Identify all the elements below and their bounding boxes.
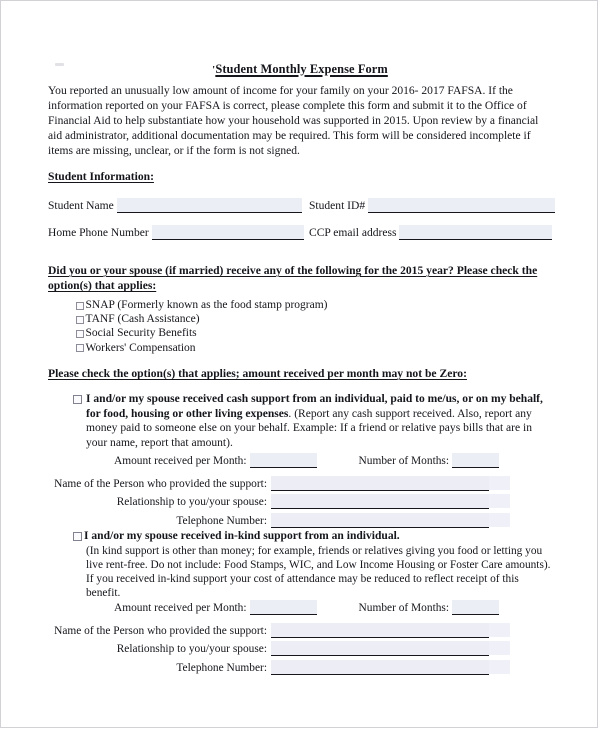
cash-support-amount-label: Amount received per Month: <box>114 455 247 467</box>
benefits-question-text: Did you or your spouse (if married) receive any of the following for the 2015 year? Please check the option(s) that applies: <box>48 264 538 293</box>
checkbox-social-security-icon[interactable] <box>76 330 84 338</box>
in-kind-support-block <box>73 529 555 601</box>
in-kind-support-amount-input[interactable] <box>250 600 317 615</box>
cash-support-relationship-label: Relationship to you/your spouse: <box>116 496 267 509</box>
field-row-student-name <box>48 198 302 213</box>
in-kind-support-months-input[interactable] <box>452 600 499 615</box>
checkbox-tanf-icon[interactable] <box>76 316 84 324</box>
student-name-input[interactable] <box>117 198 302 213</box>
in-kind-support-telephone-label: Telephone Number: <box>176 661 267 674</box>
cash-support-telephone-row <box>47 513 489 528</box>
in-kind-support-relationship-input[interactable] <box>271 641 489 656</box>
cash-support-provider-name-row <box>47 476 489 491</box>
student-id-input[interactable] <box>368 198 555 213</box>
cash-support-relationship-input[interactable] <box>271 494 489 509</box>
in-kind-support-detail-fields <box>47 623 489 678</box>
checkbox-item-workers-compensation[interactable] <box>76 342 328 356</box>
benefits-checkbox-list <box>76 299 328 356</box>
in-kind-support-bold-text <box>84 529 555 544</box>
cash-support-telephone-input[interactable] <box>271 513 489 528</box>
cash-support-statement[interactable] <box>73 392 555 450</box>
in-kind-support-months-label: Number of Months: <box>358 602 450 614</box>
page-title-text: Student Monthly Expense Form <box>215 62 388 76</box>
field-row-home-phone <box>48 225 304 240</box>
checkbox-workers-compensation-label: Workers' Compensation <box>85 341 196 354</box>
in-kind-support-provider-name-row <box>47 623 489 638</box>
in-kind-support-statement[interactable] <box>73 529 555 544</box>
cash-support-months-label: Number of Months: <box>358 455 450 467</box>
title-prefix-mark: ' <box>212 64 216 76</box>
in-kind-support-bold-inner: I and/or my spouse received in-kind support from an individual. <box>84 530 400 542</box>
checkbox-item-snap[interactable] <box>76 299 328 313</box>
page-title <box>1 62 599 77</box>
cash-support-provider-name-label: Name of the Person who provided the support: <box>54 478 267 490</box>
intro-paragraph: You reported an unusually low amount of income for your family on your 2016- 2017 FAFSA. If the information reported on your FAFSA is correct, please complete this form and submit it to the Office of Financial Aid to help substantiate how your household was supported in 2015. Upon review by a financial aid administrator, additional documentation may be required. This form will be considered incomplete if items are missing, unclear, or if the form is not signed. <box>48 85 539 158</box>
checkbox-cash-support-icon[interactable] <box>73 395 82 404</box>
checkbox-snap-icon[interactable] <box>76 302 84 310</box>
cash-support-telephone-label: Telephone Number: <box>176 514 267 527</box>
checkbox-item-tanf[interactable] <box>76 313 328 327</box>
in-kind-support-telephone-row <box>47 660 489 675</box>
benefits-question-heading <box>48 263 548 294</box>
cash-support-regular-text: . (Report any cash support received. Also, report any money paid to someone else on your behalf. Example: If a friend or relative pays bills that are in your name, report that amount). <box>86 407 533 449</box>
cash-support-relationship-row <box>47 494 489 509</box>
cash-support-months-input[interactable] <box>452 453 499 468</box>
field-row-ccp-email <box>309 225 552 240</box>
in-kind-support-provider-name-input[interactable] <box>271 623 489 638</box>
in-kind-support-relationship-label: Relationship to you/your spouse: <box>116 643 267 656</box>
scanned-form <box>1 1 599 729</box>
support-section-heading: Please check the option(s) that applies; amount received per month may not be Zero: <box>48 367 467 380</box>
home-phone-input[interactable] <box>152 225 304 240</box>
student-id-label: Student ID# <box>309 200 366 212</box>
checkbox-in-kind-support-icon[interactable] <box>73 532 82 541</box>
checkbox-snap-label: SNAP (Formerly known as the food stamp program) <box>85 299 328 311</box>
cash-support-provider-name-input[interactable] <box>271 476 489 491</box>
checkbox-item-social-security[interactable] <box>76 327 328 341</box>
cash-support-bold-text: I and/or my spouse received cash support from an individual, paid to me/us, or on my behalf, for food, housing or other living expenses <box>86 393 543 420</box>
in-kind-support-amount-label: Amount received per Month: <box>114 602 247 614</box>
cash-support-amount-row <box>114 453 499 468</box>
in-kind-support-relationship-row <box>47 641 489 656</box>
in-kind-support-provider-name-label: Name of the Person who provided the support: <box>54 625 267 637</box>
in-kind-support-regular-text: (In kind support is other than money; for example, friends or relatives giving you food or letting you live rent-free. Do not include: Food Stamps, WIC, and Low Income Housing or Foster Care amounts). If you received in-kind support your cost of attendance may be reduced to reflect receipt of this benefit. <box>86 544 551 600</box>
checkbox-workers-compensation-icon[interactable] <box>76 344 84 352</box>
cash-support-text <box>86 392 555 450</box>
cash-support-amount-input[interactable] <box>250 453 317 468</box>
field-row-student-id <box>309 198 555 213</box>
in-kind-support-telephone-input[interactable] <box>271 660 489 675</box>
ccp-email-input[interactable] <box>399 225 552 240</box>
ccp-email-label: CCP email address <box>309 227 397 239</box>
cash-support-block <box>73 392 555 450</box>
cash-support-detail-fields <box>47 476 489 531</box>
student-information-heading: Student Information: <box>48 170 154 183</box>
checkbox-social-security-label: Social Security Benefits <box>85 327 197 340</box>
student-name-label: Student Name <box>48 200 114 212</box>
in-kind-support-amount-row <box>114 600 499 615</box>
checkbox-tanf-label: TANF (Cash Assistance) <box>85 313 200 326</box>
home-phone-label: Home Phone Number <box>48 227 149 239</box>
